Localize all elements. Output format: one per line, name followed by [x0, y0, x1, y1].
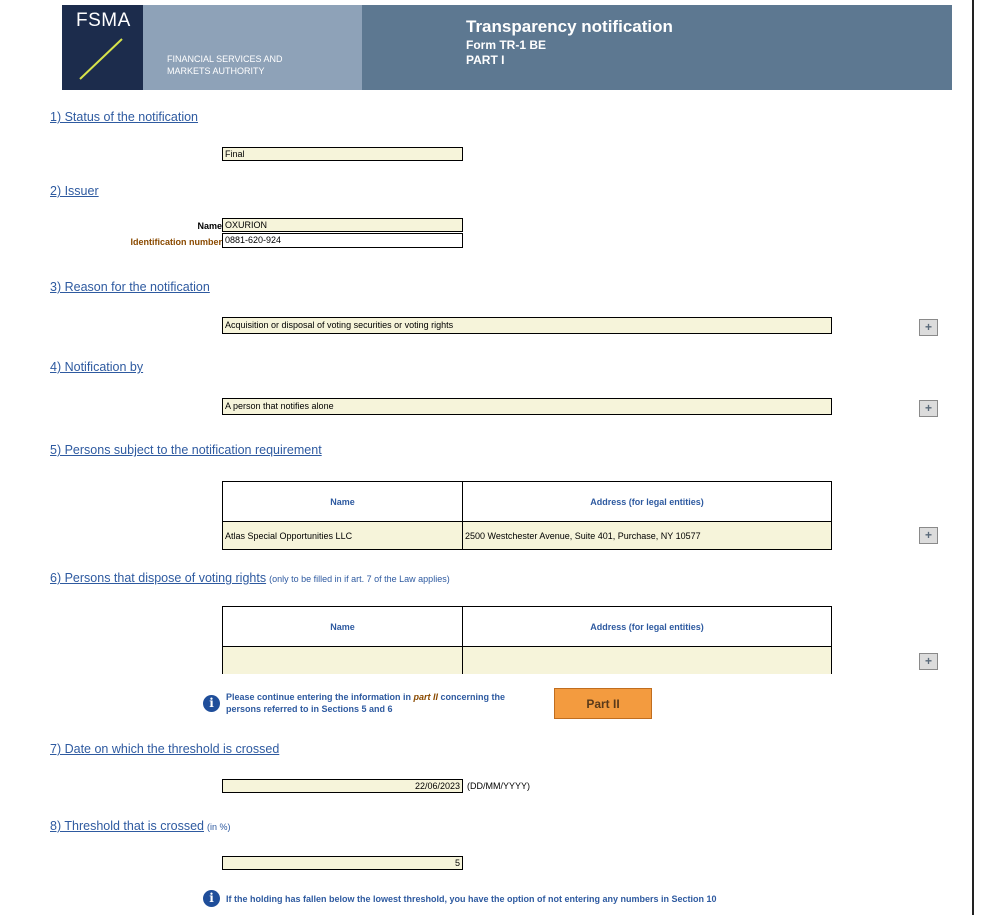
status-field[interactable]: Final	[222, 147, 463, 161]
date-format-hint: (DD/MM/YYYY)	[467, 781, 530, 791]
col-address-header: Address (for legal entities)	[590, 621, 704, 632]
section-2-heading[interactable]: 2) Issuer	[50, 184, 99, 198]
section-4-heading[interactable]: 4) Notification by	[50, 360, 144, 374]
persons-subject-add-button[interactable]: +	[919, 527, 938, 544]
table-header	[223, 482, 831, 522]
issuer-id-label: Identification number	[130, 237, 222, 247]
reason-add-button[interactable]: +	[919, 319, 938, 336]
persons-subject-table	[222, 481, 832, 550]
title-banner	[362, 5, 952, 90]
issuer-id-field[interactable]: 0881-620-924	[222, 233, 463, 248]
persons-dispose-add-button[interactable]: +	[919, 653, 938, 670]
section-1-heading[interactable]: 1) Status of the notification	[50, 110, 199, 124]
threshold-date-field[interactable]: 22/06/2023	[222, 779, 463, 793]
authority-name: FINANCIAL SERVICES AND MARKETS AUTHORITY	[167, 54, 283, 76]
person-address-cell[interactable]: 2500 Westchester Avenue, Suite 401, Purchase, NY 10577	[465, 530, 701, 541]
table-row[interactable]	[223, 647, 831, 674]
col-name-header: Name	[223, 482, 463, 521]
table-row[interactable]	[223, 522, 831, 549]
col-address-header: Address (for legal entities)	[590, 496, 704, 507]
issuer-name-label: Name	[197, 221, 222, 231]
part-ii-button[interactable]: Part II	[554, 688, 652, 719]
col-name-header: Name	[223, 607, 463, 646]
notification-by-add-button[interactable]: +	[919, 400, 938, 417]
threshold-field[interactable]: 5	[222, 856, 463, 870]
authority-banner	[143, 5, 362, 90]
section-7-heading[interactable]: 7) Date on which the threshold is crossed	[50, 742, 280, 756]
part-label: PART I	[466, 53, 505, 67]
section-5-heading[interactable]: 5) Persons subject to the notification requirement	[50, 443, 322, 457]
info-holding-text: If the holding has fallen below the lowest threshold, you have the option of not entering any numbers in Section 10	[226, 894, 717, 904]
info-continue-text: Please continue entering the information in part II concerning the persons referred to in Sections 5 and 6	[226, 692, 506, 714]
issuer-name-field[interactable]: OXURION	[222, 218, 463, 232]
form-name: Form TR-1 BE	[466, 38, 547, 52]
page-border	[972, 0, 974, 915]
section-8-note: (in %)	[207, 822, 231, 832]
section-3-heading[interactable]: 3) Reason for the notification	[50, 280, 210, 294]
reason-field[interactable]: Acquisition or disposal of voting securities or voting rights	[222, 317, 832, 334]
logo-text: FSMA	[76, 10, 131, 31]
info-icon: i	[203, 695, 220, 712]
section-6-note: (only to be filled in if art. 7 of the Law applies)	[269, 574, 450, 584]
info-icon: i	[203, 890, 220, 907]
section-6-heading[interactable]: 6) Persons that dispose of voting rights (only to be filled in if art. 7 of the Law applies)	[50, 571, 450, 585]
page-title: Transparency notification	[466, 17, 673, 36]
section-8-heading[interactable]: 8) Threshold that is crossed (in %)	[50, 819, 231, 833]
table-header	[223, 607, 831, 647]
dispose-address-cell[interactable]	[463, 647, 831, 674]
logo-slash-icon	[78, 37, 126, 81]
fsma-logo	[62, 5, 143, 90]
persons-dispose-table	[222, 606, 832, 674]
dispose-name-cell[interactable]	[223, 647, 463, 674]
notification-by-field[interactable]: A person that notifies alone	[222, 398, 832, 415]
person-name-cell[interactable]: Atlas Special Opportunities LLC	[223, 522, 463, 549]
